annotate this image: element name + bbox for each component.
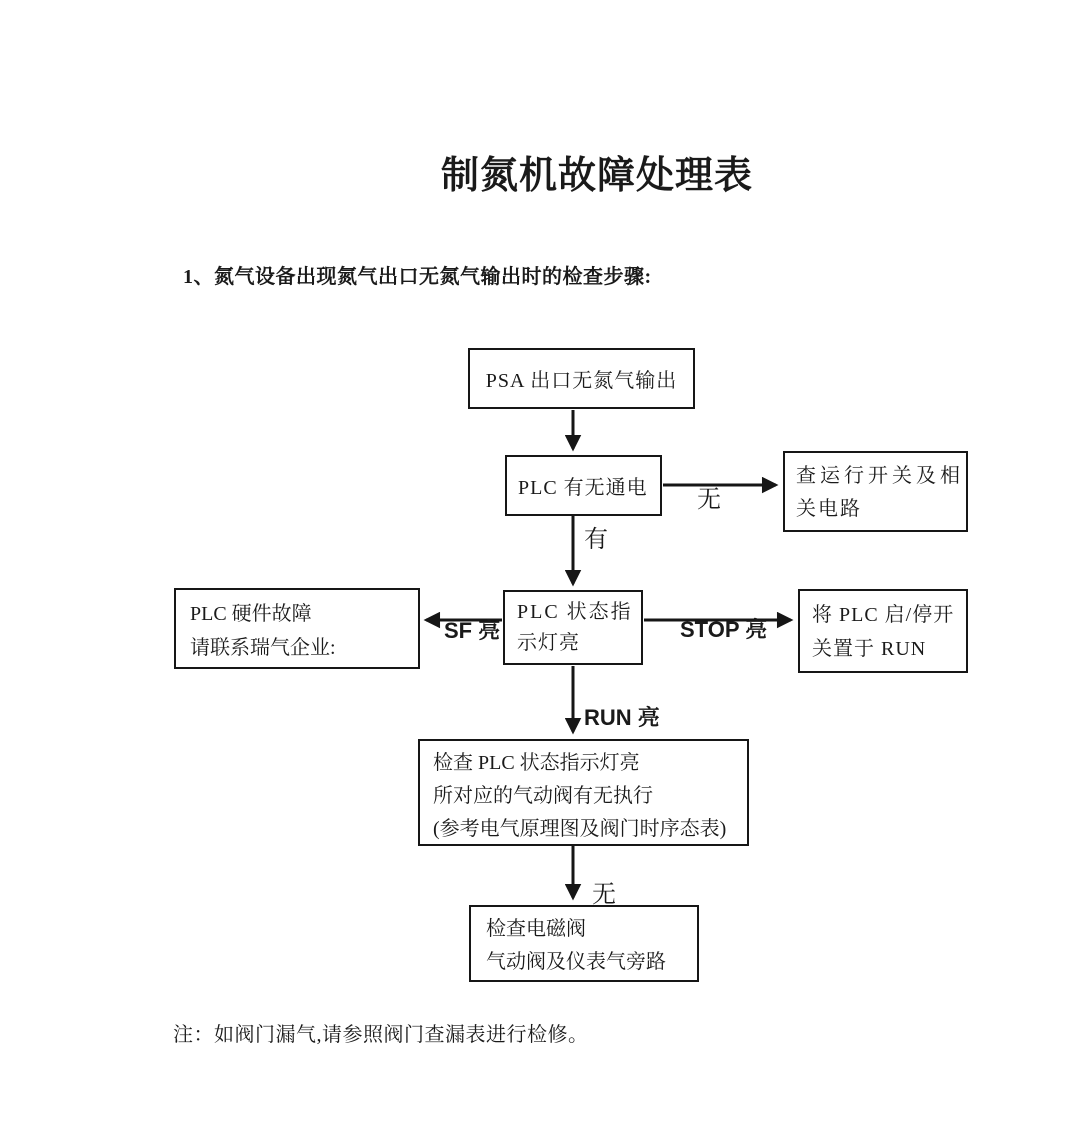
edge-label-not-executed: 无: [592, 882, 616, 908]
node-line: 检查电磁阀: [486, 918, 586, 940]
node-line: 气动阀及仪表气旁路: [486, 951, 666, 973]
node-line: 关置于 RUN: [812, 638, 927, 660]
node-line: 将 PLC 启/停开: [812, 604, 955, 626]
flow-node-check-solenoid-valve: [469, 905, 699, 982]
section-heading: 1、氮气设备出现氮气出口无氮气输出时的检查步骤:: [183, 266, 652, 288]
flow-node-check-pneumatic-valve: [418, 739, 749, 846]
node-line: 所对应的气动阀有无执行: [433, 785, 653, 807]
flow-node-plc-status-light: [503, 590, 643, 665]
edge-label-no-power: 无: [697, 487, 721, 513]
node-line: 示灯亮: [517, 632, 580, 654]
node-line: PLC 硬件故障: [190, 603, 312, 625]
flow-node-plc-power: [505, 455, 662, 516]
flow-node-psa-outlet: [468, 348, 695, 409]
node-line: PSA 出口无氮气输出: [485, 370, 678, 392]
node-line: (参考电气原理图及阀门时序态表): [433, 818, 727, 840]
node-line: 关电路: [796, 498, 862, 520]
node-line: PLC 有无通电: [518, 477, 648, 499]
page-title: 制氮机故障处理表: [441, 155, 754, 197]
flow-node-plc-hardware-fault: [174, 588, 420, 669]
flow-node-set-plc-to-run: [798, 589, 968, 673]
node-line: 查运行开关及相: [796, 465, 964, 487]
edge-label-stop-lit: STOP 亮: [680, 617, 768, 642]
node-line: PLC 状态指: [517, 601, 633, 623]
footnote: 注：如阀门漏气,请参照阀门查漏表进行检修。: [173, 1024, 589, 1046]
edge-label-sf-lit: SF 亮: [444, 618, 501, 643]
node-line: 检查 PLC 状态指示灯亮: [433, 752, 640, 774]
flow-node-check-run-switch: [783, 451, 968, 532]
edge-label-run-lit: RUN 亮: [584, 705, 660, 730]
edge-label-has-power: 有: [584, 527, 608, 553]
node-line: 请联系瑞气企业:: [190, 637, 336, 659]
